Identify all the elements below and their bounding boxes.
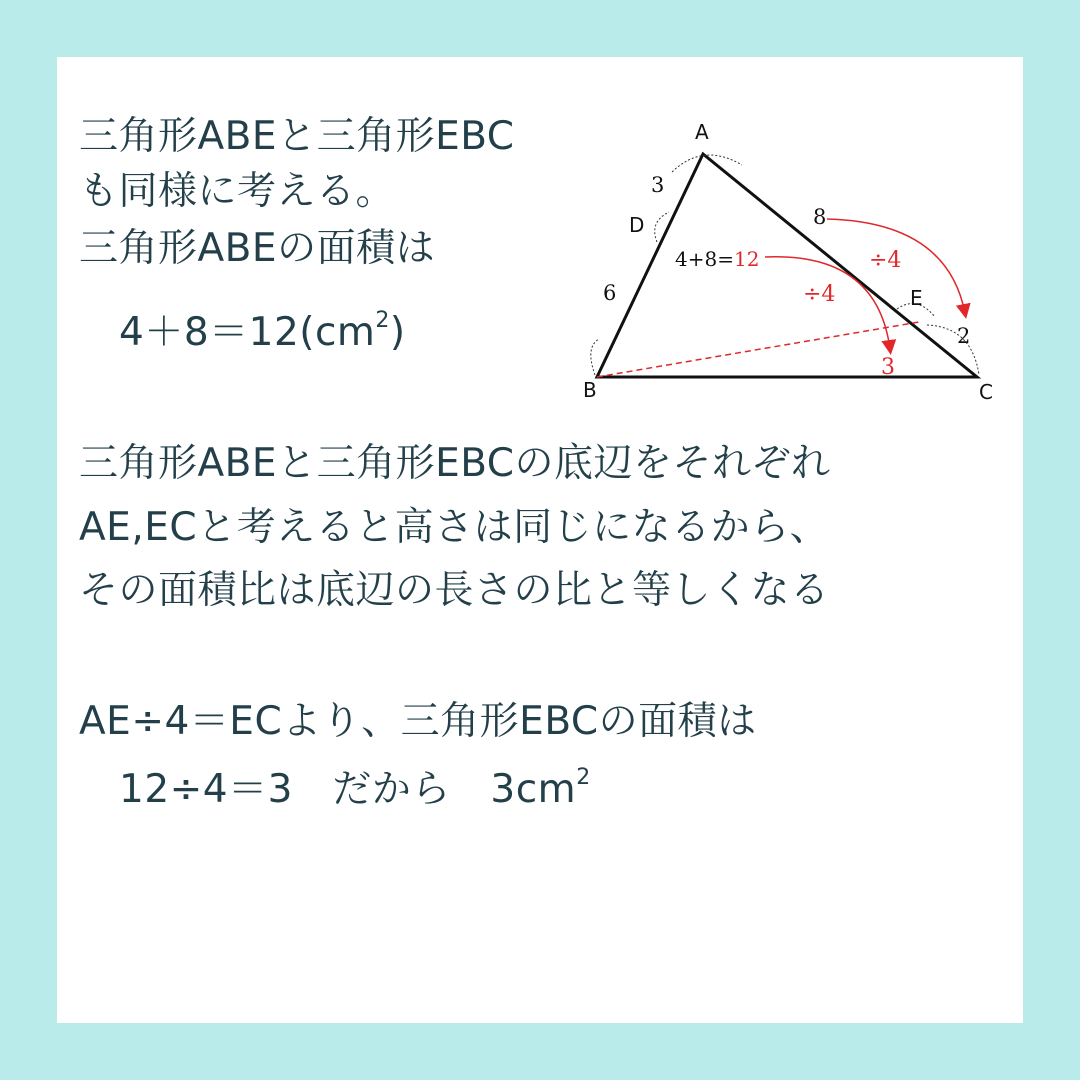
- arc-b: [591, 339, 599, 375]
- length-ec: 2: [957, 324, 971, 348]
- area-expression: 4＋8＝12(cm: [119, 310, 376, 355]
- vertex-b: B: [583, 378, 597, 402]
- vertex-d: D: [629, 213, 645, 237]
- unit-exponent: 2: [375, 308, 390, 333]
- length-ae: 8: [813, 205, 827, 229]
- text-line-1: 三角形ABEと三角形EBC: [79, 114, 515, 159]
- text-line-9: [119, 765, 591, 812]
- text-line-5: 三角形ABEと三角形EBCの底辺をそれぞれ: [79, 441, 831, 486]
- closing-paren: ): [389, 310, 406, 355]
- triangle-diagram: [577, 117, 1017, 407]
- vertex-e: E: [910, 286, 923, 310]
- text-line-2: も同様に考える。: [79, 169, 396, 214]
- div-upper: ÷4: [869, 248, 902, 273]
- content-card: [57, 57, 1023, 1023]
- vertex-a: A: [695, 120, 709, 144]
- length-db: 6: [603, 281, 617, 305]
- text-line-4: [119, 308, 406, 355]
- unit-exponent-2: 2: [576, 765, 591, 790]
- text-line-3: 三角形ABEの面積は: [79, 226, 436, 271]
- arc-c: [927, 325, 979, 375]
- length-ad: 3: [651, 173, 665, 197]
- text-line-6: AE,ECと考えると高さは同じになるから、: [79, 505, 830, 550]
- area-sum-label: [675, 247, 759, 271]
- vertex-c: C: [979, 380, 993, 404]
- div-lower: ÷4: [803, 282, 836, 307]
- result-expression: 12÷4＝3 だから 3cm: [119, 767, 577, 812]
- area-sum-text: 4+8=: [675, 247, 734, 271]
- answer-3: 3: [881, 355, 895, 380]
- text-line-7: その面積比は底辺の長さの比と等しくなる: [79, 568, 830, 613]
- area-result-text: 12: [733, 247, 760, 271]
- segment-be: [597, 322, 919, 377]
- text-line-8: AE÷4＝ECより、三角形EBCの面積は: [79, 699, 757, 744]
